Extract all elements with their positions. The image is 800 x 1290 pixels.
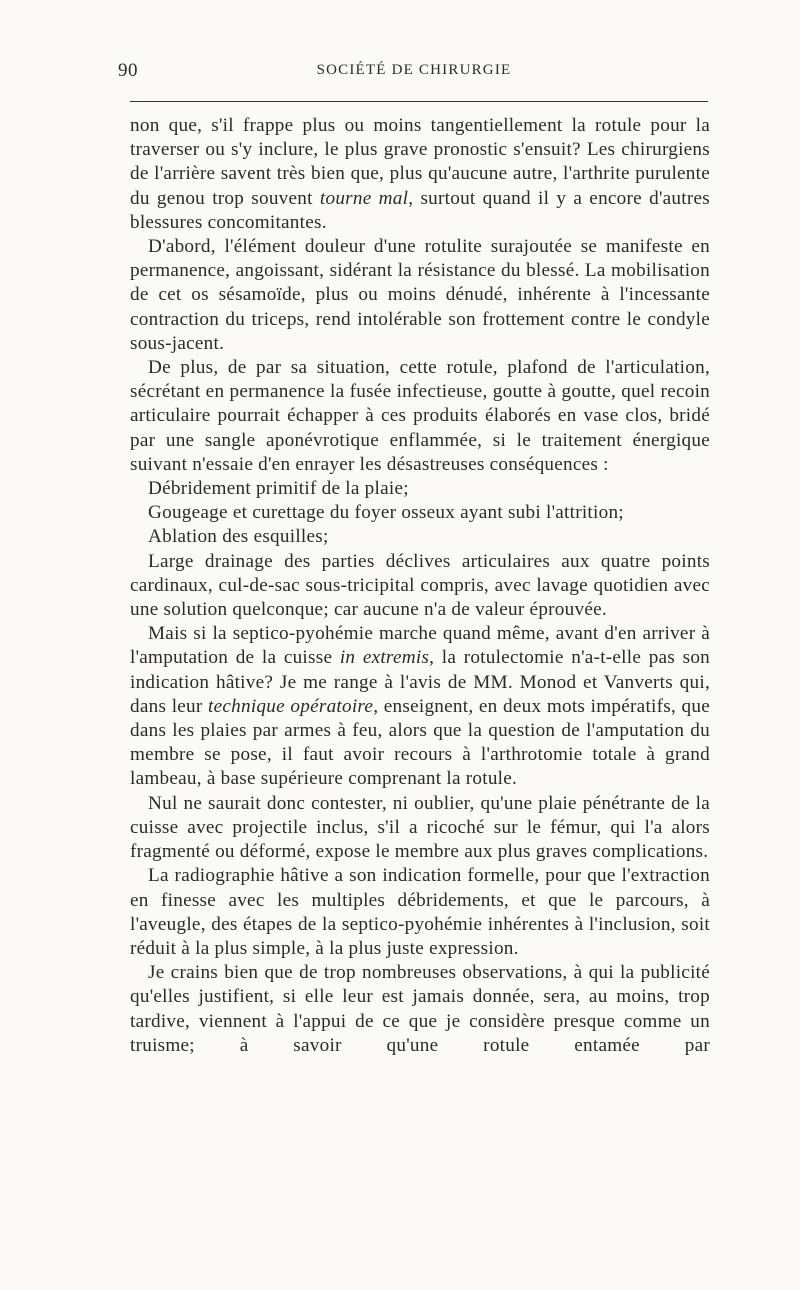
paragraph: non que, s'il frappe plus ou moins tangentiellement la rotule pour la traverser ou s'y inclure, le plus grave pronostic s'ensuit? Les chirurgiens de l'arrière savent très bien que, plus qu'aucune autre, l'arthrite purulente du genou trop souvent tourne mal, surtout quand il y a encore d'autres blessures concomitantes. — [130, 115, 710, 233]
running-title: SOCIÉTÉ DE CHIRURGIE — [316, 62, 512, 78]
paragraph: Mais si la septico-pyohémie marche quand même, avant d'en arriver à l'amputation de la cuisse in extremis, la rotulectomie n'a-t-elle pas son indication hâtive? Je me range à l'avis de MM. Monod et Vanverts qui, dans leur technique opératoire, enseignent, en deux mots impératifs, que dans les plaies par armes à feu, alors que la question de l'amputation du membre se pose, il faut avoir recours à l'arthrotomie totale à grand lambeau, à base supérieure comprenant la rotule. — [130, 623, 711, 790]
body-text — [130, 114, 710, 1058]
page-number: 90 — [118, 60, 138, 81]
paragraph: La radiographie hâtive a son indication formelle, pour que l'extraction en finesse avec les multiples débridements, et que le parcours, à l'aveugle, des étapes de la septico-pyohémie inhérentes à l'inclusion, soit réduit à la plus simple, à la plus juste expression. — [130, 865, 710, 959]
paragraph: D'abord, l'élément douleur d'une rotulite surajoutée se manifeste en permanence, angoissant, sidérant la résistance du blessé. La mobilisation de cet os sésamoïde, plus ou moins dénudé, inhérente à l'incessante contraction du triceps, rend intolérable son frottement contre le condyle sous-jacent. — [130, 236, 710, 354]
list-item: Ablation des esquilles; — [148, 526, 329, 548]
header-rule — [130, 101, 708, 102]
list-item: Large drainage des parties déclives articulaires aux quatre points cardinaux, cul-de-sac sous-tricipital compris, avec lavage quotidien avec une solution quelconque; car aucune n'a de valeur éprouvée. — [130, 550, 710, 621]
list-item: Gougeage et curettage du foyer osseux ayant subi l'attrition; — [148, 502, 624, 524]
page-header — [118, 60, 710, 86]
paragraph: De plus, de par sa situation, cette rotule, plafond de l'articulation, sécrétant en permanence la fusée infectieuse, goutte à goutte, quel recoin articulaire pourrait échapper à ces produits élaborés en vase clos, bridé par une sangle aponévrotique enflammée, si le traitement énergique suivant n'essaie d'en enrayer les désastreuses conséquences : — [130, 357, 710, 475]
paragraph: Je crains bien que de trop nombreuses observations, à qui la publicité qu'elles justifient, si elle leur est jamais donnée, sera, au moins, trop tardive, viennent à l'appui de ce que je considère presque comme un truisme; à savoir qu'une rotule entamée par — [130, 962, 710, 1056]
list-item: Débridement primitif de la plaie; — [148, 478, 409, 500]
paragraph: Nul ne saurait donc contester, ni oublier, qu'une plaie pénétrante de la cuisse avec projectile inclus, s'il a ricoché sur le fémur, qui l'a alors fragmenté ou déformé, expose le membre aux plus graves complications. — [130, 792, 710, 863]
